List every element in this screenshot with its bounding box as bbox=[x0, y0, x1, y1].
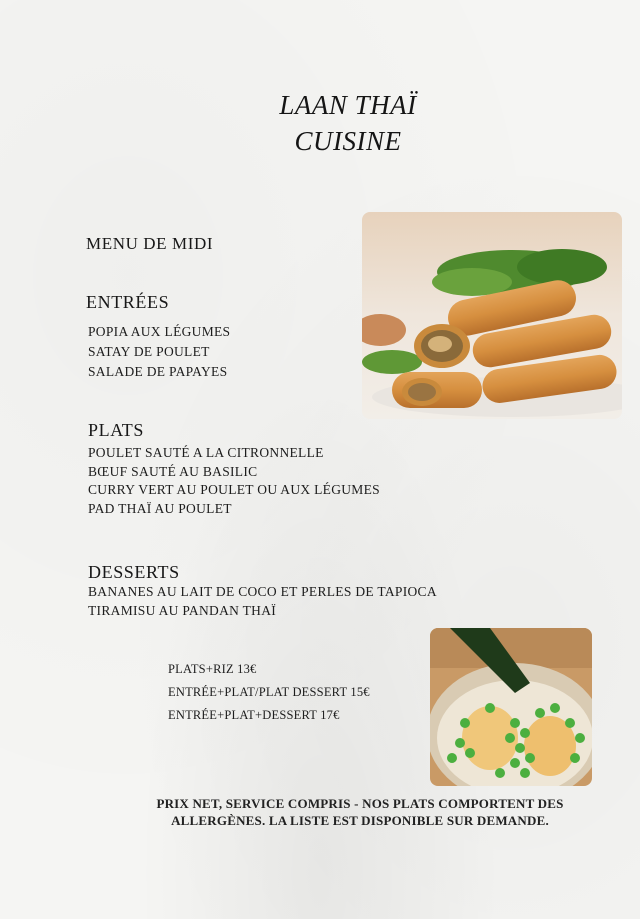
menu-item: POULET SAUTÉ A LA CITRONNELLE bbox=[88, 445, 324, 460]
menu-item: TIRAMISU AU PANDAN THAÏ bbox=[88, 603, 277, 618]
restaurant-subtitle: CUISINE bbox=[294, 126, 402, 156]
formula-price: PLATS+RIZ 13€ bbox=[168, 662, 257, 676]
menu-item: SALADE DE PAPAYES bbox=[88, 364, 228, 379]
menu-item: BŒUF SAUTÉ AU BASILIC bbox=[88, 464, 258, 479]
spring-rolls-photo bbox=[362, 212, 622, 419]
entrees-heading: ENTRÉES bbox=[86, 292, 170, 312]
menu-item: POPIA AUX LÉGUMES bbox=[88, 324, 231, 339]
menu-item: PAD THAÏ AU POULET bbox=[88, 501, 232, 516]
footer-note-line2: ALLERGÈNES. LA LISTE EST DISPONIBLE SUR DEMANDE. bbox=[171, 813, 549, 828]
menu-item: SATAY DE POULET bbox=[88, 344, 210, 359]
menu-item: CURRY VERT AU POULET OU AUX LÉGUMES bbox=[88, 482, 380, 497]
footer-note-line1: PRIX NET, SERVICE COMPRIS - NOS PLATS COMPORTENT DES bbox=[156, 796, 564, 811]
formula-price: ENTRÉE+PLAT+DESSERT 17€ bbox=[168, 708, 340, 722]
restaurant-name: LAAN THAÏ bbox=[279, 90, 417, 120]
menu-item: BANANES AU LAIT DE COCO ET PERLES DE TAPIOCA bbox=[88, 584, 437, 599]
menu-label: MENU DE MIDI bbox=[86, 234, 214, 253]
desserts-heading: DESSERTS bbox=[88, 562, 180, 582]
formula-price: ENTRÉE+PLAT/PLAT DESSERT 15€ bbox=[168, 685, 370, 699]
plats-heading: PLATS bbox=[88, 420, 145, 440]
dessert-photo bbox=[430, 628, 592, 786]
